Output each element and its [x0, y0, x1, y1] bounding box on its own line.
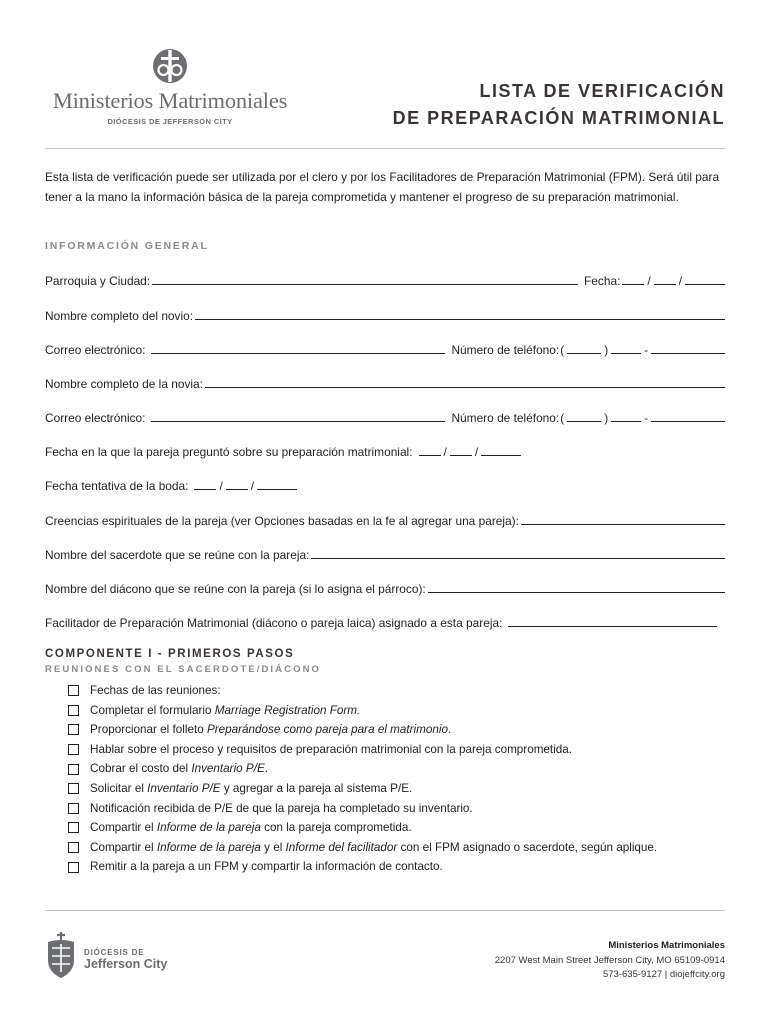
deacon-label: Nombre del diácono que se reúne con la pareja (si lo asigna el párroco):	[45, 582, 426, 596]
diocese-crest-icon	[44, 930, 78, 980]
diocese-logo-top: DIÓCESIS DE	[84, 948, 145, 957]
checklist-item-text	[90, 740, 572, 760]
checklist-text-part: con la pareja comprometida.	[260, 821, 412, 835]
checklist-text-part: Inventario P/E	[191, 762, 265, 776]
dash: -	[644, 343, 649, 357]
email-label: Correo electrónico:	[45, 411, 146, 425]
inquiry-year-input[interactable]	[481, 444, 521, 456]
logo-name: Ministerios Matrimoniales	[52, 88, 288, 113]
groom-email-input[interactable]	[151, 342, 445, 354]
checklist-item-text	[90, 818, 412, 838]
checkbox[interactable]	[68, 744, 79, 755]
checklist-text-part: Informe del facilitador	[285, 840, 398, 854]
parish-input[interactable]	[152, 273, 578, 285]
diocese-logo	[44, 930, 168, 980]
slash: /	[474, 445, 479, 459]
checkbox[interactable]	[68, 724, 79, 735]
phone-label: Número de teléfono:	[451, 343, 560, 357]
groom-field-row	[45, 308, 727, 324]
checklist-item-text	[90, 857, 443, 877]
email-label: Correo electrónico:	[45, 343, 146, 357]
checklist-item-text	[90, 799, 473, 819]
checklist-text-part: Compartir el	[90, 840, 157, 854]
checklist-item	[68, 779, 657, 799]
beliefs-label: Creencias espirituales de la pareja (ver Opciones basadas en la fe al agregar una pareja):	[45, 514, 519, 528]
checklist-item	[68, 799, 657, 819]
paren: (	[560, 411, 565, 425]
footer-phone-web: 573-635-9127 | diojeffcity.org	[602, 969, 725, 980]
phone-label: Número de teléfono:	[451, 411, 560, 425]
inquiry-date-row	[45, 444, 727, 460]
checklist-text-part: y agregar a la pareja al sistema P/E.	[220, 781, 413, 795]
date-year-input[interactable]	[685, 273, 725, 285]
checklist-item-text	[90, 701, 360, 721]
checklist-item	[68, 818, 657, 838]
bride-phone-line-input[interactable]	[651, 410, 725, 422]
wedding-date-row	[45, 478, 727, 494]
footer-contact	[495, 939, 725, 983]
checklist-item	[68, 759, 657, 779]
bride-field-row	[45, 376, 727, 392]
groom-phone-prefix-input[interactable]	[611, 342, 641, 354]
title-line-2: DE PREPARACIÓN MATRIMONIAL	[392, 108, 725, 128]
slash: /	[250, 479, 255, 493]
date-month-input[interactable]	[622, 273, 644, 285]
facilitator-row	[45, 615, 719, 631]
checkbox[interactable]	[68, 764, 79, 775]
bride-name-input[interactable]	[205, 376, 725, 388]
checklist-text-part: Hablar sobre el proceso y requisitos de preparación matrimonial con la pareja comprometida.	[90, 742, 573, 756]
inquiry-day-input[interactable]	[450, 444, 472, 456]
groom-name-input[interactable]	[195, 308, 725, 320]
bride-contact-row	[45, 410, 727, 426]
checkbox[interactable]	[68, 783, 79, 794]
checklist-text-part: Remitir a la pareja a un FPM y compartir la información de contacto.	[90, 860, 443, 874]
diocese-logo-bottom: Jefferson City	[84, 957, 168, 971]
groom-label: Nombre completo del novio:	[45, 309, 194, 323]
section-heading-general: INFORMACIÓN GENERAL	[45, 240, 209, 252]
checkbox[interactable]	[68, 705, 79, 716]
deacon-row	[45, 581, 727, 597]
checklist-text-part: Marriage Registration Form.	[214, 703, 361, 717]
checkbox[interactable]	[68, 822, 79, 833]
checklist-item	[68, 720, 657, 740]
checklist-text-part: Inventario P/E	[147, 781, 221, 795]
checkbox[interactable]	[68, 862, 79, 873]
checklist-item	[68, 838, 657, 858]
date-day-input[interactable]	[654, 273, 676, 285]
beliefs-row	[45, 513, 727, 529]
groom-area-code-input[interactable]	[567, 342, 601, 354]
checklist-text-part: Completar el formulario	[90, 703, 215, 717]
facilitator-label: Facilitador de Preparación Matrimonial (diácono o pareja laica) asignado a esta pareja:	[45, 616, 503, 630]
section-subheading-meetings: REUNIONES CON EL SACERDOTE/DIÁCONO	[45, 664, 322, 675]
cross-emblem-icon	[151, 46, 189, 86]
slash: /	[443, 445, 447, 459]
checklist-item-text	[90, 838, 657, 858]
deacon-name-input[interactable]	[428, 581, 725, 593]
paren: )	[604, 343, 609, 357]
checklist-text-part: Cobrar el costo del	[90, 762, 192, 776]
checklist-item-text	[90, 720, 451, 740]
checklist-text-part: Preparándose como pareja para el matrimonio	[206, 723, 448, 737]
checklist-text-part: con el FPM asignado o sacerdote, según aplique.	[397, 840, 658, 854]
parish-field-row	[45, 273, 727, 289]
groom-phone-line-input[interactable]	[651, 342, 725, 354]
wedding-year-input[interactable]	[257, 478, 297, 490]
parish-label: Parroquia y Ciudad:	[45, 274, 151, 288]
paren: (	[560, 343, 565, 357]
wedding-month-input[interactable]	[194, 478, 216, 490]
divider	[45, 148, 725, 149]
inquiry-month-input[interactable]	[419, 444, 441, 456]
slash: /	[647, 274, 651, 288]
beliefs-input[interactable]	[521, 513, 725, 525]
priest-row	[45, 547, 727, 563]
checkbox[interactable]	[68, 803, 79, 814]
checklist-item	[68, 857, 657, 877]
inquiry-date-label: Fecha en la que la pareja preguntó sobre su preparación matrimonial:	[45, 445, 413, 459]
checklist-text-part: Fechas de las reuniones:	[90, 684, 221, 697]
checklist-text-part: .	[264, 762, 269, 776]
checklist	[68, 681, 657, 877]
dash: -	[644, 411, 649, 425]
section-heading-component: COMPONENTE I - PRIMEROS PASOS	[45, 648, 295, 660]
wedding-day-input[interactable]	[226, 478, 248, 490]
facilitator-input[interactable]	[508, 615, 717, 627]
bride-label: Nombre completo de la novia:	[45, 377, 203, 391]
checklist-item-text	[90, 779, 412, 799]
bride-email-input[interactable]	[151, 410, 445, 422]
groom-contact-row	[45, 342, 727, 358]
checklist-text-part: Proporcionar el folleto	[90, 723, 207, 737]
intro-paragraph: Esta lista de verificación puede ser utilizada por el clero y por los Facilitadores de Preparación Matrimonial (FPM). Será útil para tener a la mano la información básica de la pareja comprometida y mantener el progreso de su preparación matrimonial.	[45, 170, 720, 204]
checklist-text-part: y el	[260, 840, 286, 854]
wedding-date-label: Fecha tentativa de la boda:	[45, 479, 189, 493]
ministry-logo	[44, 46, 304, 126]
slash: /	[219, 479, 223, 493]
bride-area-code-input[interactable]	[567, 410, 601, 422]
checklist-item-text	[90, 681, 221, 701]
checkbox[interactable]	[68, 842, 79, 853]
checklist-text-part: Compartir el	[90, 821, 157, 835]
checkbox[interactable]	[68, 685, 79, 696]
page-title	[393, 78, 725, 132]
logo-diocese: DIÓCESIS DE JEFFERSON CITY	[107, 117, 233, 126]
checklist-item	[68, 681, 657, 701]
checklist-item	[68, 740, 657, 760]
footer-divider	[45, 910, 725, 911]
checklist-text-part: Notificación recibida de P/E de que la pareja ha completado su inventario.	[90, 801, 473, 815]
date-label: Fecha:	[584, 274, 621, 288]
footer-address: 2207 West Main Street Jefferson City, MO 65109-0914	[494, 954, 725, 966]
paren: )	[604, 411, 609, 425]
checklist-text-part: Informe de la pareja	[156, 821, 261, 835]
checklist-text-part: Solicitar el	[90, 781, 148, 795]
checklist-item-text	[90, 759, 268, 779]
slash: /	[678, 274, 682, 288]
checklist-item	[68, 701, 657, 721]
title-line-1: LISTA DE VERIFICACIÓN	[479, 81, 725, 101]
footer-org: Ministerios Matrimoniales	[608, 940, 725, 951]
priest-name-input[interactable]	[311, 547, 725, 559]
checklist-text-part: Informe de la pareja	[156, 840, 261, 854]
checklist-text-part: .	[447, 723, 452, 737]
bride-phone-prefix-input[interactable]	[611, 410, 641, 422]
priest-label: Nombre del sacerdote que se reúne con la pareja:	[45, 548, 310, 562]
